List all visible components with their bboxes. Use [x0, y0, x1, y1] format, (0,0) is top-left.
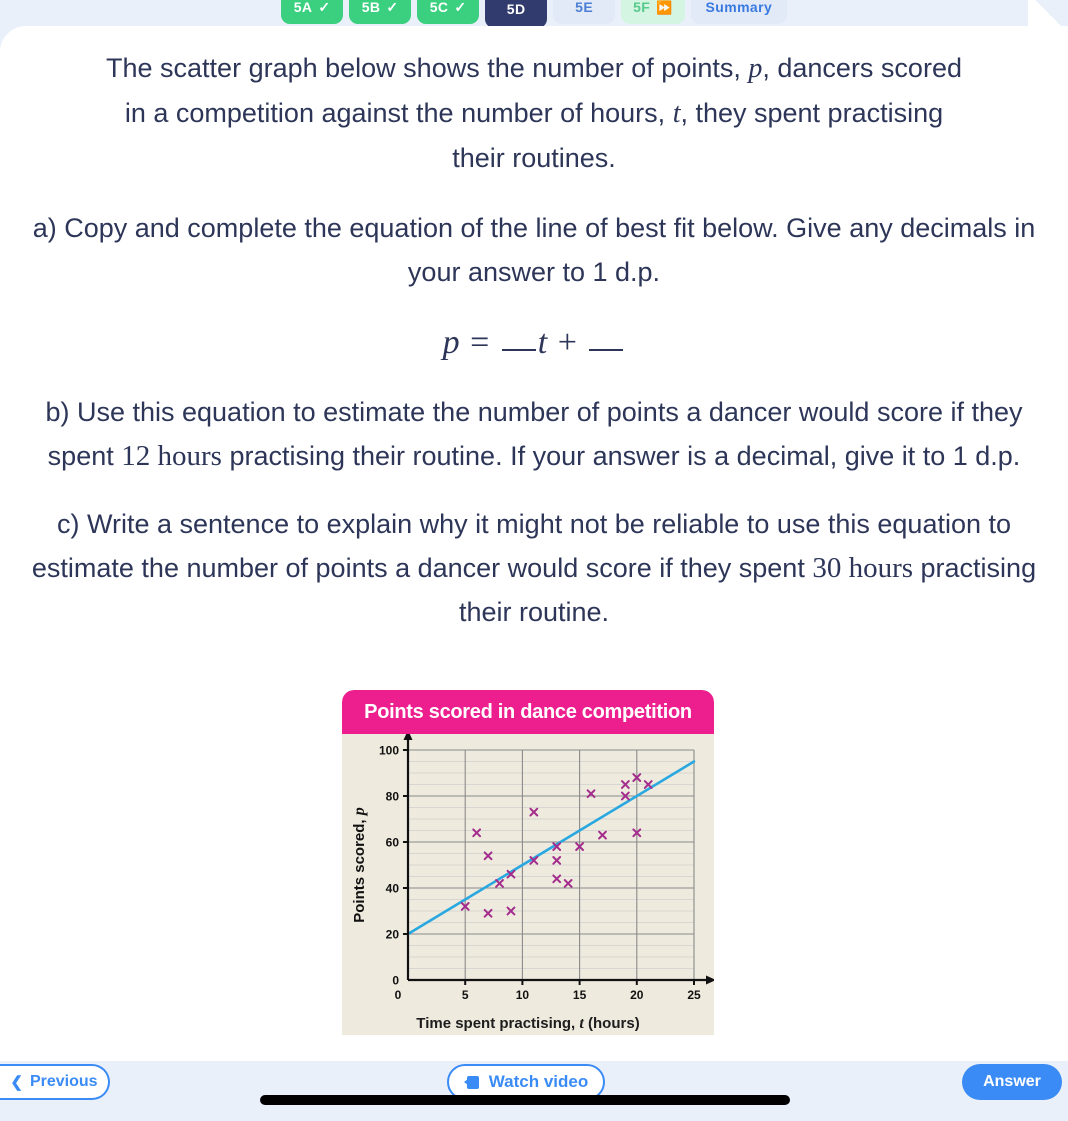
y-tick-label: 0 — [392, 973, 399, 988]
equation-lhs: p — [442, 324, 461, 361]
previous-button[interactable] — [0, 1064, 110, 1100]
check-icon: ✓ — [454, 0, 467, 15]
tab-summary-label: Summary — [705, 0, 773, 15]
equation-equals: = — [470, 324, 491, 361]
data-point — [599, 832, 606, 839]
x-tick-label: 20 — [630, 988, 644, 1002]
part-b-hours-value: 12 hours — [121, 440, 222, 472]
page-corner-fold — [1028, 0, 1068, 26]
chart-svg — [342, 734, 714, 1035]
chart-yaxis-label: Points scored, p — [351, 807, 368, 923]
x-tick-label: 15 — [572, 988, 587, 1002]
tab-5c-label: 5C — [429, 0, 449, 15]
question-part-b: b) Use this equation to estimate the number of points a dancer would score if they spent 12 hours practising their routine. If your answer is a decimal, give it to 1 d.p. — [45, 397, 1023, 472]
check-icon: ✓ — [386, 0, 399, 15]
answer-button[interactable] — [962, 1064, 1062, 1100]
scatter-graph — [342, 690, 714, 1035]
question-body — [0, 26, 1068, 634]
chart-xaxis-label: Time spent practising, t (hours) — [416, 1015, 640, 1032]
x-tick-label: 0 — [394, 988, 402, 1002]
tab-5d[interactable] — [485, 0, 547, 26]
y-tick-label: 80 — [385, 789, 399, 804]
x-tick-label: 5 — [461, 988, 469, 1002]
tab-5b-label: 5B — [361, 0, 381, 15]
data-point — [565, 880, 572, 887]
variable-p: p — [748, 53, 763, 84]
tab-5d-label: 5D — [506, 1, 526, 17]
tab-5c[interactable] — [417, 0, 479, 24]
chevron-left-icon: ❮ — [10, 1073, 23, 1091]
y-tick-label: 100 — [378, 743, 399, 758]
part-c-hours-value: 30 hours — [812, 552, 914, 584]
home-indicator — [260, 1095, 790, 1105]
tab-summary[interactable] — [691, 0, 787, 24]
watch-video-button-label: Watch video — [488, 1072, 589, 1091]
data-point — [553, 857, 560, 864]
previous-button-label: Previous — [29, 1073, 98, 1090]
x-tick-label: 10 — [515, 988, 530, 1002]
tab-5a-label: 5A — [293, 0, 313, 15]
tab-5f[interactable] — [621, 0, 685, 24]
tab-5f-label: 5F — [633, 0, 651, 15]
tab-5e[interactable] — [553, 0, 615, 24]
tab-5a[interactable] — [281, 0, 343, 24]
tab-5e-label: 5E — [575, 0, 594, 15]
equation-plus: + — [557, 324, 578, 361]
data-point — [530, 809, 537, 816]
variable-t: t — [672, 98, 681, 129]
y-tick-label: 60 — [385, 835, 399, 850]
check-icon: ✓ — [318, 0, 331, 15]
lesson-tab-strip — [0, 0, 1068, 26]
equation-variable-t: t — [537, 324, 549, 361]
data-point — [496, 880, 503, 887]
video-camera-icon — [464, 1076, 482, 1089]
equation-line-of-best-fit — [18, 324, 1050, 362]
y-tick-label: 40 — [385, 881, 399, 896]
question-intro: The scatter graph below shows the number of points, p, dancers scored in a competition against the number of hours, t, they spent practising their routines. — [106, 53, 962, 173]
y-tick-label: 20 — [385, 927, 399, 942]
fast-forward-icon: ⏩ — [656, 0, 673, 15]
equation-blank-intercept — [589, 331, 623, 351]
equation-blank-gradient — [502, 331, 536, 351]
x-tick-label: 25 — [687, 988, 701, 1002]
tab-5b[interactable] — [349, 0, 411, 24]
chart-plot-area — [342, 734, 714, 1035]
chart-title: Points scored in dance competition — [342, 690, 714, 734]
xaxis-variable-t: t — [579, 1015, 584, 1032]
question-part-a: a) Copy and complete the equation of the line of best fit below. Give any decimals in your answer to 1 d.p. — [32, 213, 1036, 287]
answer-button-label: Answer — [983, 1073, 1041, 1090]
question-part-c: c) Write a sentence to explain why it might not be reliable to use this equation to estimate the number of points a dancer would score if they spent 30 hours practising their routine. — [31, 509, 1037, 627]
bottom-navigation-bar — [0, 1055, 1068, 1121]
